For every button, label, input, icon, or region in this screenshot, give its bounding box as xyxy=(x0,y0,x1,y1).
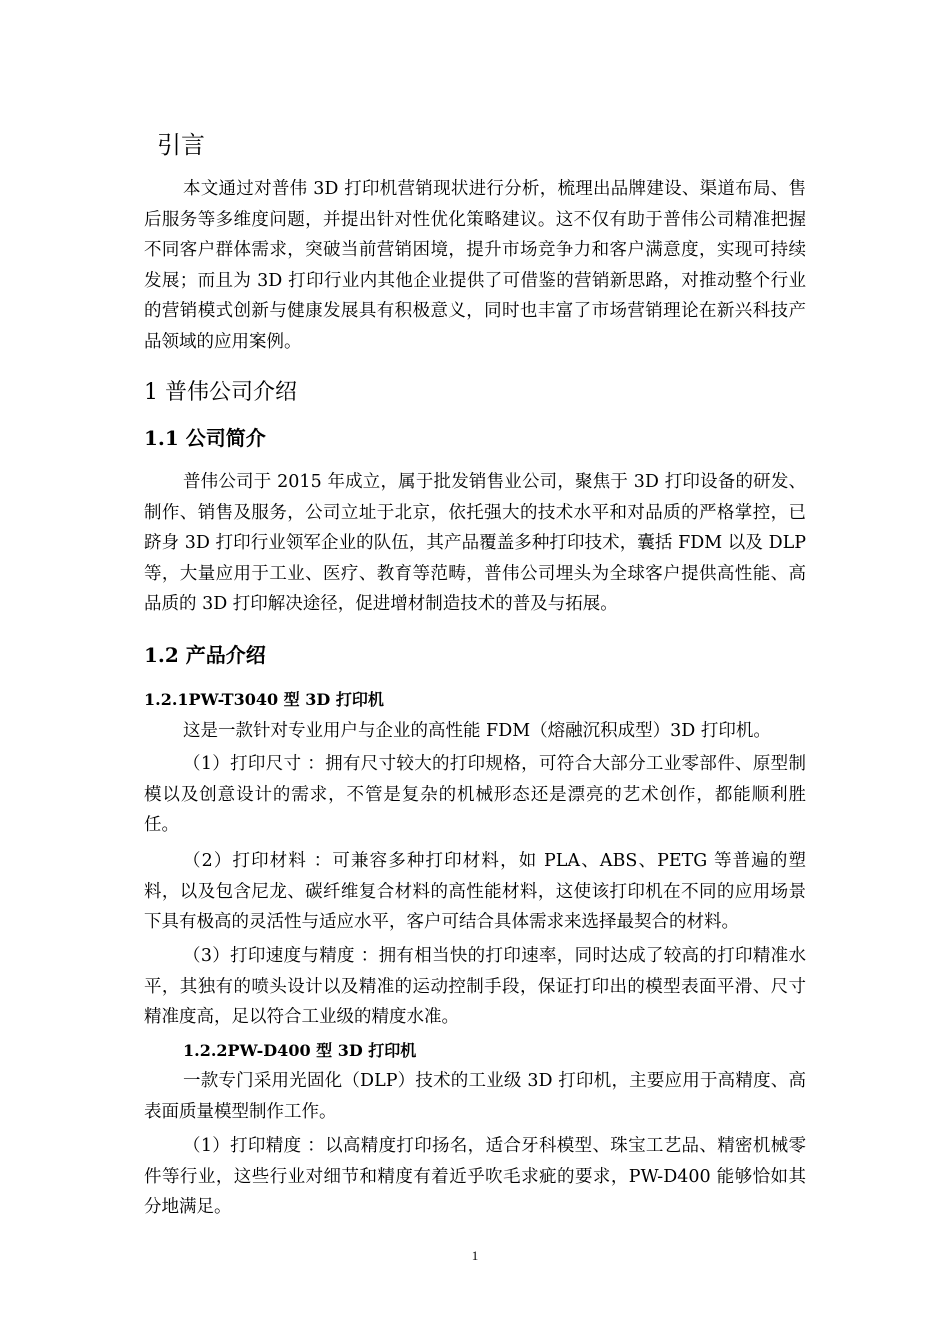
intro-paragraph: 本文通过对普伟 3D 打印机营销现状进行分析，梳理出品牌建设、渠道布局、售后服务等多维度问题，并提出针对性优化策略建议。这不仅有助于普伟公司精准把握不同客户群体需求，突破当前营销困境，提升市场竞争力和客户满意度，实现可持续发展；而且为 3D 打印行业内其他企业提供了可借鉴的营销新思路，对推动整个行业的营销模式创新与健康发展具有积极意义，同时也丰富了市场营销理论在新兴科技产品领域的应用案例。 xyxy=(144,179,806,352)
section-1-2-2-heading: 1.2.2PW-D400 型 3D 打印机 xyxy=(183,1041,417,1060)
product-1-item-size: （1）打印尺寸 ：拥有尺寸较大的打印规格，可符合大部分工业零部件、原型制模以及创意设计的需求，不管是复杂的机械形态还是漂亮的艺术创作，都能顺利胜任。 xyxy=(144,754,806,835)
section-1-2-heading: 1.2 产品介绍 xyxy=(144,643,266,667)
product-2-item-precision: （1）打印精度 ：以高精度打印扬名，适合牙科模型、珠宝工艺品、精密机械零件等行业，这些行业对细节和精度有着近乎吹毛求疵的要求，PW-D400 能够恰如其分地满足。 xyxy=(144,1136,806,1217)
section-1-heading: 1 普伟公司介绍 xyxy=(144,380,297,405)
section-1-2-1-heading: 1.2.1PW-T3040 型 3D 打印机 xyxy=(144,690,384,709)
section-1-1-paragraph: 普伟公司于 2015 年成立，属于批发销售业公司，聚焦于 3D 打印设备的研发、制作、销售及服务，公司立址于北京，依托强大的技术水平和对品质的严格掌控，已跻身 3D 打印行业领军企业的队伍，其产品覆盖多种打印技术，囊括 FDM 以及 DLP 等，大量应用于工业、医疗、教育等范畴，普伟公司埋头为全球客户提供高性能、高品质的 3D 打印解决途径，促进增材制造技术的普及与拓展。 xyxy=(144,472,806,614)
page-number: 1 xyxy=(471,1248,479,1263)
product-1-item-material: （2）打印材料 ：可兼容多种打印材料，如 PLA、ABS、PETG 等普遍的塑料，以及包含尼龙、碳纤维复合材料的高性能材料，这使该打印机在不同的应用场景下具有极高的灵活性与适应水平，客户可结合具体需求来选择最契合的材料。 xyxy=(144,851,806,932)
intro-heading: 引言 xyxy=(157,131,205,159)
product-1-intro: 这是一款针对专业用户与企业的高性能 FDM（熔融沉积成型）3D 打印机。 xyxy=(183,721,771,741)
product-2-intro: 一款专门采用光固化（DLP）技术的工业级 3D 打印机，主要应用于高精度、高表面质量模型制作工作。 xyxy=(144,1071,806,1122)
product-1-item-speed: （3）打印速度与精度 ：拥有相当快的打印速率，同时达成了较高的打印精准水平，其独有的喷头设计以及精准的运动控制手段，保证打印出的模型表面平滑、尺寸精准度高，足以符合工业级的精度水准。 xyxy=(144,946,806,1027)
section-1-1-heading: 1.1 公司简介 xyxy=(144,426,266,450)
